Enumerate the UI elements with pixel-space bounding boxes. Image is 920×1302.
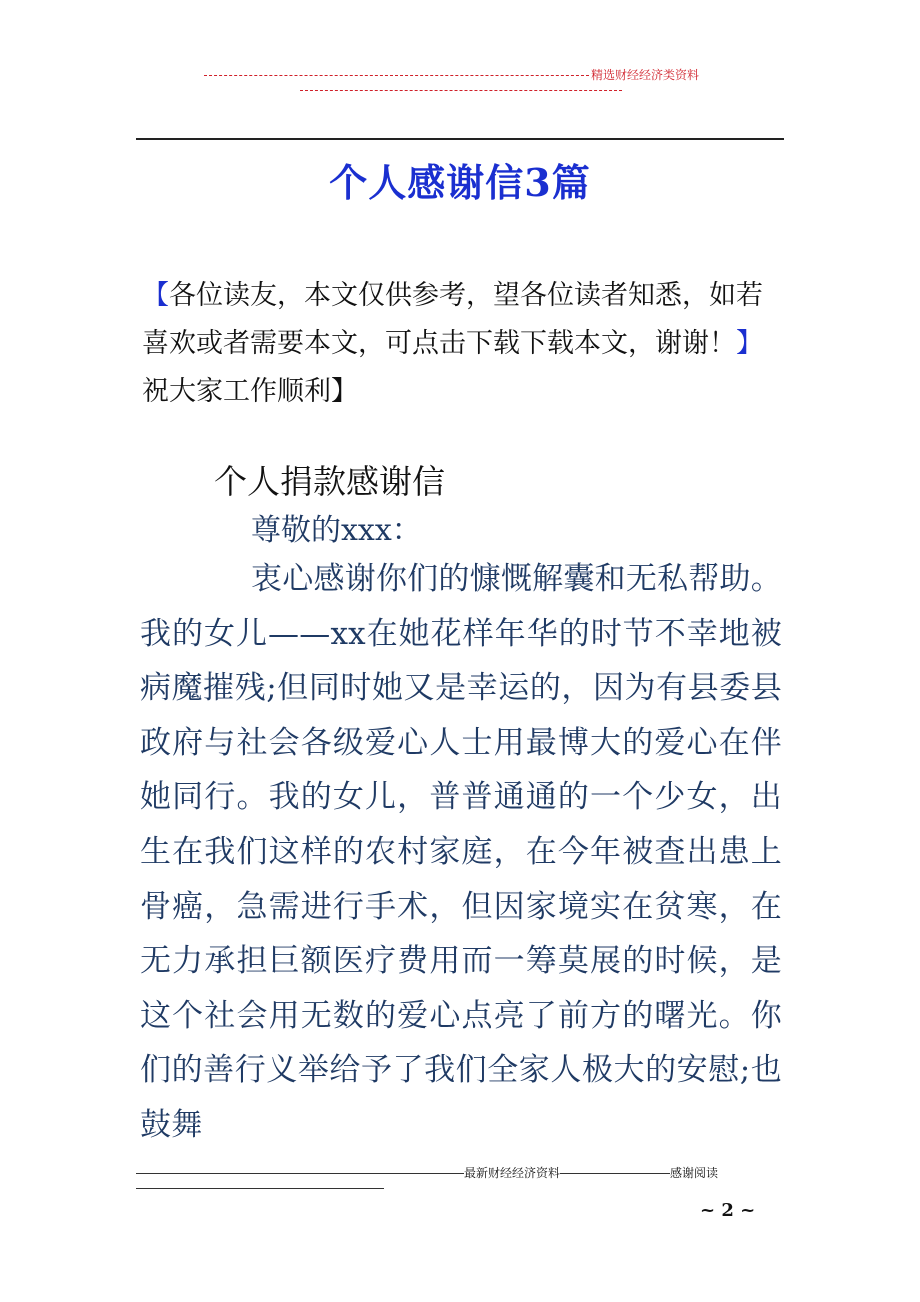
document-title: 个人感谢信3篇 xyxy=(329,160,591,205)
footer-label-1: 最新财经经济资料 xyxy=(464,1166,561,1180)
top-rule xyxy=(136,138,784,140)
notice-open-bracket: 【 xyxy=(142,280,169,311)
reader-notice xyxy=(142,272,782,416)
letter-heading: 个人捐款感谢信 xyxy=(214,462,445,501)
notice-wish: 祝大家工作顺利】 xyxy=(142,376,358,407)
footer-dashes-1 xyxy=(136,1173,464,1174)
header-dashes xyxy=(204,75,589,76)
page-number: ~ 2 ~ xyxy=(700,1200,756,1221)
header-banner xyxy=(204,66,724,83)
footer-label-2: 感谢阅读 xyxy=(670,1166,719,1180)
letter-salutation: 尊敬的xxx： xyxy=(251,513,422,548)
footer-banner xyxy=(136,1164,776,1181)
footer-dash-line xyxy=(136,1188,384,1189)
notice-close-bracket: 】 xyxy=(736,328,763,359)
notice-text xyxy=(142,280,763,407)
letter-body: 衷心感谢你们的慷慨解囊和无私帮助。我的女儿——xx在她花样年华的时节不幸地被病魔摧残;但同时她又是幸运的，因为有县委县政府与社会各级爱心人士用最博大的爱心在伴她同行。我的女儿，普普通通的一个少女，出生在我们这样的农村家庭，在今年被查出患上骨癌，急需进行手术，但因家境实在贫寒，在无力承担巨额医疗费用而一筹莫展的时候，是这个社会用无数的爱心点亮了前方的曙光。你们的善行义举给予了我们全家人极大的安慰;也鼓舞 xyxy=(140,561,782,1143)
header-dash-line xyxy=(300,90,622,91)
header-label: 精选财经经济类资料 xyxy=(591,68,700,82)
footer-dashes-2 xyxy=(560,1173,670,1174)
notice-body: 各位读友，本文仅供参考，望各位读者知悉，如若喜欢或者需要本文，可点击下载下载本文，谢谢！ xyxy=(142,280,763,359)
